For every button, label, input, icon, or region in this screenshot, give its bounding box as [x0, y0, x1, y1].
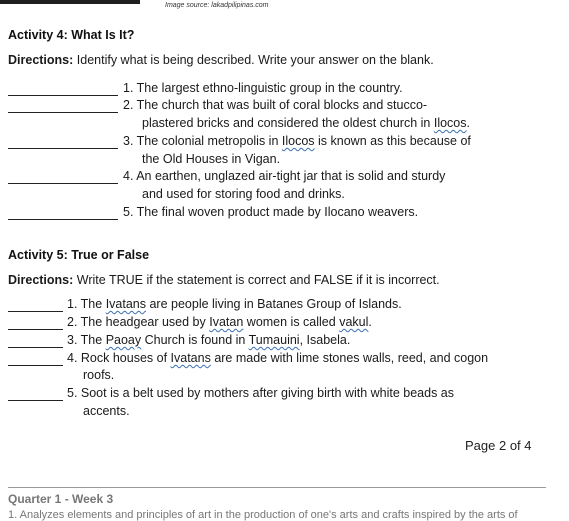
activity5-item-2: 2. The headgear used by Ivatan women is called vakul.: [67, 315, 372, 329]
directions-label: Directions:: [8, 273, 74, 287]
directions-label: Directions:: [8, 53, 74, 67]
page-number: Page 2 of 4: [465, 438, 532, 453]
tf-blank-1[interactable]: [8, 310, 63, 312]
activity4-directions: [8, 53, 434, 67]
answer-blank-5[interactable]: [8, 218, 118, 220]
image-source-caption: Image source: lakadpilipinas.com: [165, 2, 269, 9]
answer-blank-3[interactable]: [8, 147, 118, 149]
activity4-item-5: 5. The final woven product made by Ilocano weavers.: [123, 205, 419, 219]
activity5-item-5-line1: 5. Soot is a belt used by mothers after giving birth with white beads as: [67, 386, 455, 400]
answer-blank-4[interactable]: [8, 182, 118, 184]
competency-text: 1. Analyzes elements and principles of art in the production of one's arts and crafts inspired by the arts of: [8, 509, 518, 521]
activity4-item-2-line2: plastered bricks and considered the oldest church in Ilocos.: [142, 116, 470, 130]
quarter-label: Quarter 1 - Week 3: [8, 492, 114, 506]
activity5-title: Activity 5: True or False: [8, 248, 150, 262]
activity4-item-4-line1: 4. An earthen, unglazed air-tight jar that is solid and sturdy: [123, 169, 446, 183]
tf-blank-2[interactable]: [8, 328, 63, 330]
directions-text: Write TRUE if the statement is correct and FALSE if it is incorrect.: [73, 273, 440, 287]
tf-blank-5[interactable]: [8, 399, 63, 401]
answer-blank-2[interactable]: [8, 111, 118, 113]
tf-blank-4[interactable]: [8, 364, 63, 366]
activity5-item-1: 1. The Ivatans are people living in Batanes Group of Islands.: [67, 297, 402, 311]
activity5-item-4-line2: roofs.: [83, 368, 115, 382]
activity4-item-4-line2: and used for storing food and drinks.: [142, 187, 345, 201]
activity4-item-2-line1: 2. The church that was built of coral blocks and stucco-: [123, 98, 428, 112]
directions-text: Identify what is being described. Write your answer on the blank.: [73, 53, 434, 67]
footer-divider: [8, 487, 546, 488]
activity4-title: Activity 4: What Is It?: [8, 28, 135, 42]
activity5-item-3: 3. The Paoay Church is found in Tumauini, Isabela.: [67, 333, 351, 347]
tf-blank-3[interactable]: [8, 346, 63, 348]
answer-blank-1[interactable]: [8, 94, 118, 96]
activity5-item-5-line2: accents.: [83, 404, 130, 418]
top-image-strip: [0, 0, 140, 4]
activity4-item-3-line2: the Old Houses in Vigan.: [142, 152, 281, 166]
activity4-item-1: 1. The largest ethno-linguistic group in the country.: [123, 81, 403, 95]
activity4-item-3-line1: 3. The colonial metropolis in Ilocos is known as this because of: [123, 134, 471, 148]
activity5-directions: [8, 273, 440, 287]
activity5-item-4-line1: 4. Rock houses of Ivatans are made with lime stones walls, reed, and cogon: [67, 351, 489, 365]
